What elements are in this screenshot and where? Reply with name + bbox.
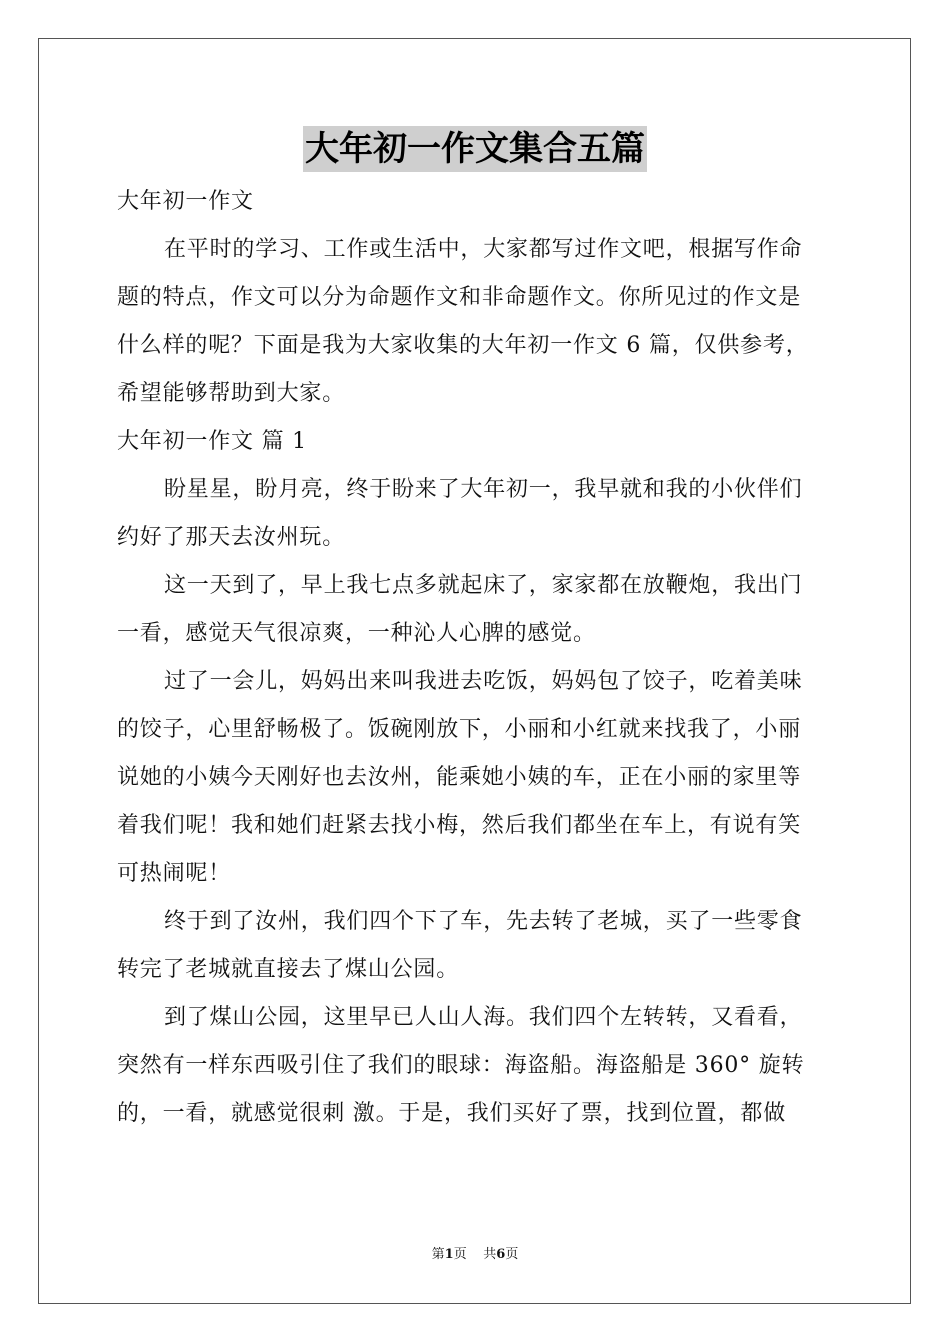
paragraph-line: 什么样的呢？下面是我为大家收集的大年初一作文 6 篇，仅供参考， <box>117 333 809 358</box>
paragraph-line: 约好了那天去汝州玩。 <box>117 525 346 550</box>
section-heading: 大年初一作文 篇 1 <box>117 429 307 454</box>
page-footer <box>0 1245 950 1265</box>
paragraph-line: 说她的小姨今天刚好也去汝州，能乘她小姨的车，正在小丽的家里等 <box>117 765 802 790</box>
paragraph-line: 这一天到了，早上我七点多就起床了，家家都在放鞭炮，我出门 <box>164 573 803 598</box>
paragraph-line: 可热闹呢！ <box>117 861 232 886</box>
section-heading: 大年初一作文 <box>117 189 254 214</box>
paragraph-line: 一看，感觉天气很凉爽，一种沁人心脾的感觉。 <box>117 621 596 646</box>
paragraph-line: 转完了老城就直接去了煤山公园。 <box>117 957 460 982</box>
document-body <box>117 178 833 1138</box>
paragraph-line: 的饺子，心里舒畅极了。饭碗刚放下，小丽和小红就来找我了，小丽 <box>117 717 802 742</box>
paragraph-line: 终于到了汝州，我们四个下了车，先去转了老城，买了一些零食 <box>164 909 803 934</box>
total-pages: 6 <box>496 1247 506 1262</box>
paragraph-line: 在平时的学习、工作或生活中，大家都写过作文吧，根据写作命 <box>164 237 803 262</box>
total-label-prefix: 共 <box>483 1247 497 1262</box>
paragraph-line: 盼星星，盼月亮，终于盼来了大年初一，我早就和我的小伙伴们 <box>164 477 803 502</box>
paragraph-line: 题的特点，作文可以分为命题作文和非命题作文。你所见过的作文是 <box>117 285 802 310</box>
paragraph-line: 希望能够帮助到大家。 <box>117 381 346 406</box>
paragraph-line: 到了煤山公园，这里早已人山人海。我们四个左转转，又看看， <box>164 1005 803 1030</box>
page-number: 1 <box>444 1247 454 1262</box>
document-title: 大年初一作文集合五篇 <box>303 126 647 172</box>
paragraph-line: 着我们呢！我和她们赶紧去找小梅，然后我们都坐在车上，有说有笑 <box>117 813 802 838</box>
paragraph-line: 过了一会儿，妈妈出来叫我进去吃饭，妈妈包了饺子，吃着美味 <box>164 669 803 694</box>
page-label-prefix: 第 <box>431 1247 445 1262</box>
paragraph-line: 的，一看，就感觉很刺 激。于是，我们买好了票，找到位置，都做 <box>117 1101 786 1126</box>
total-label-suffix: 页 <box>505 1247 519 1262</box>
paragraph-line: 突然有一样东西吸引住了我们的眼球：海盗船。海盗船是 360° 旋转 <box>117 1053 805 1078</box>
title-container <box>0 126 950 172</box>
page-label-suffix: 页 <box>453 1247 467 1262</box>
